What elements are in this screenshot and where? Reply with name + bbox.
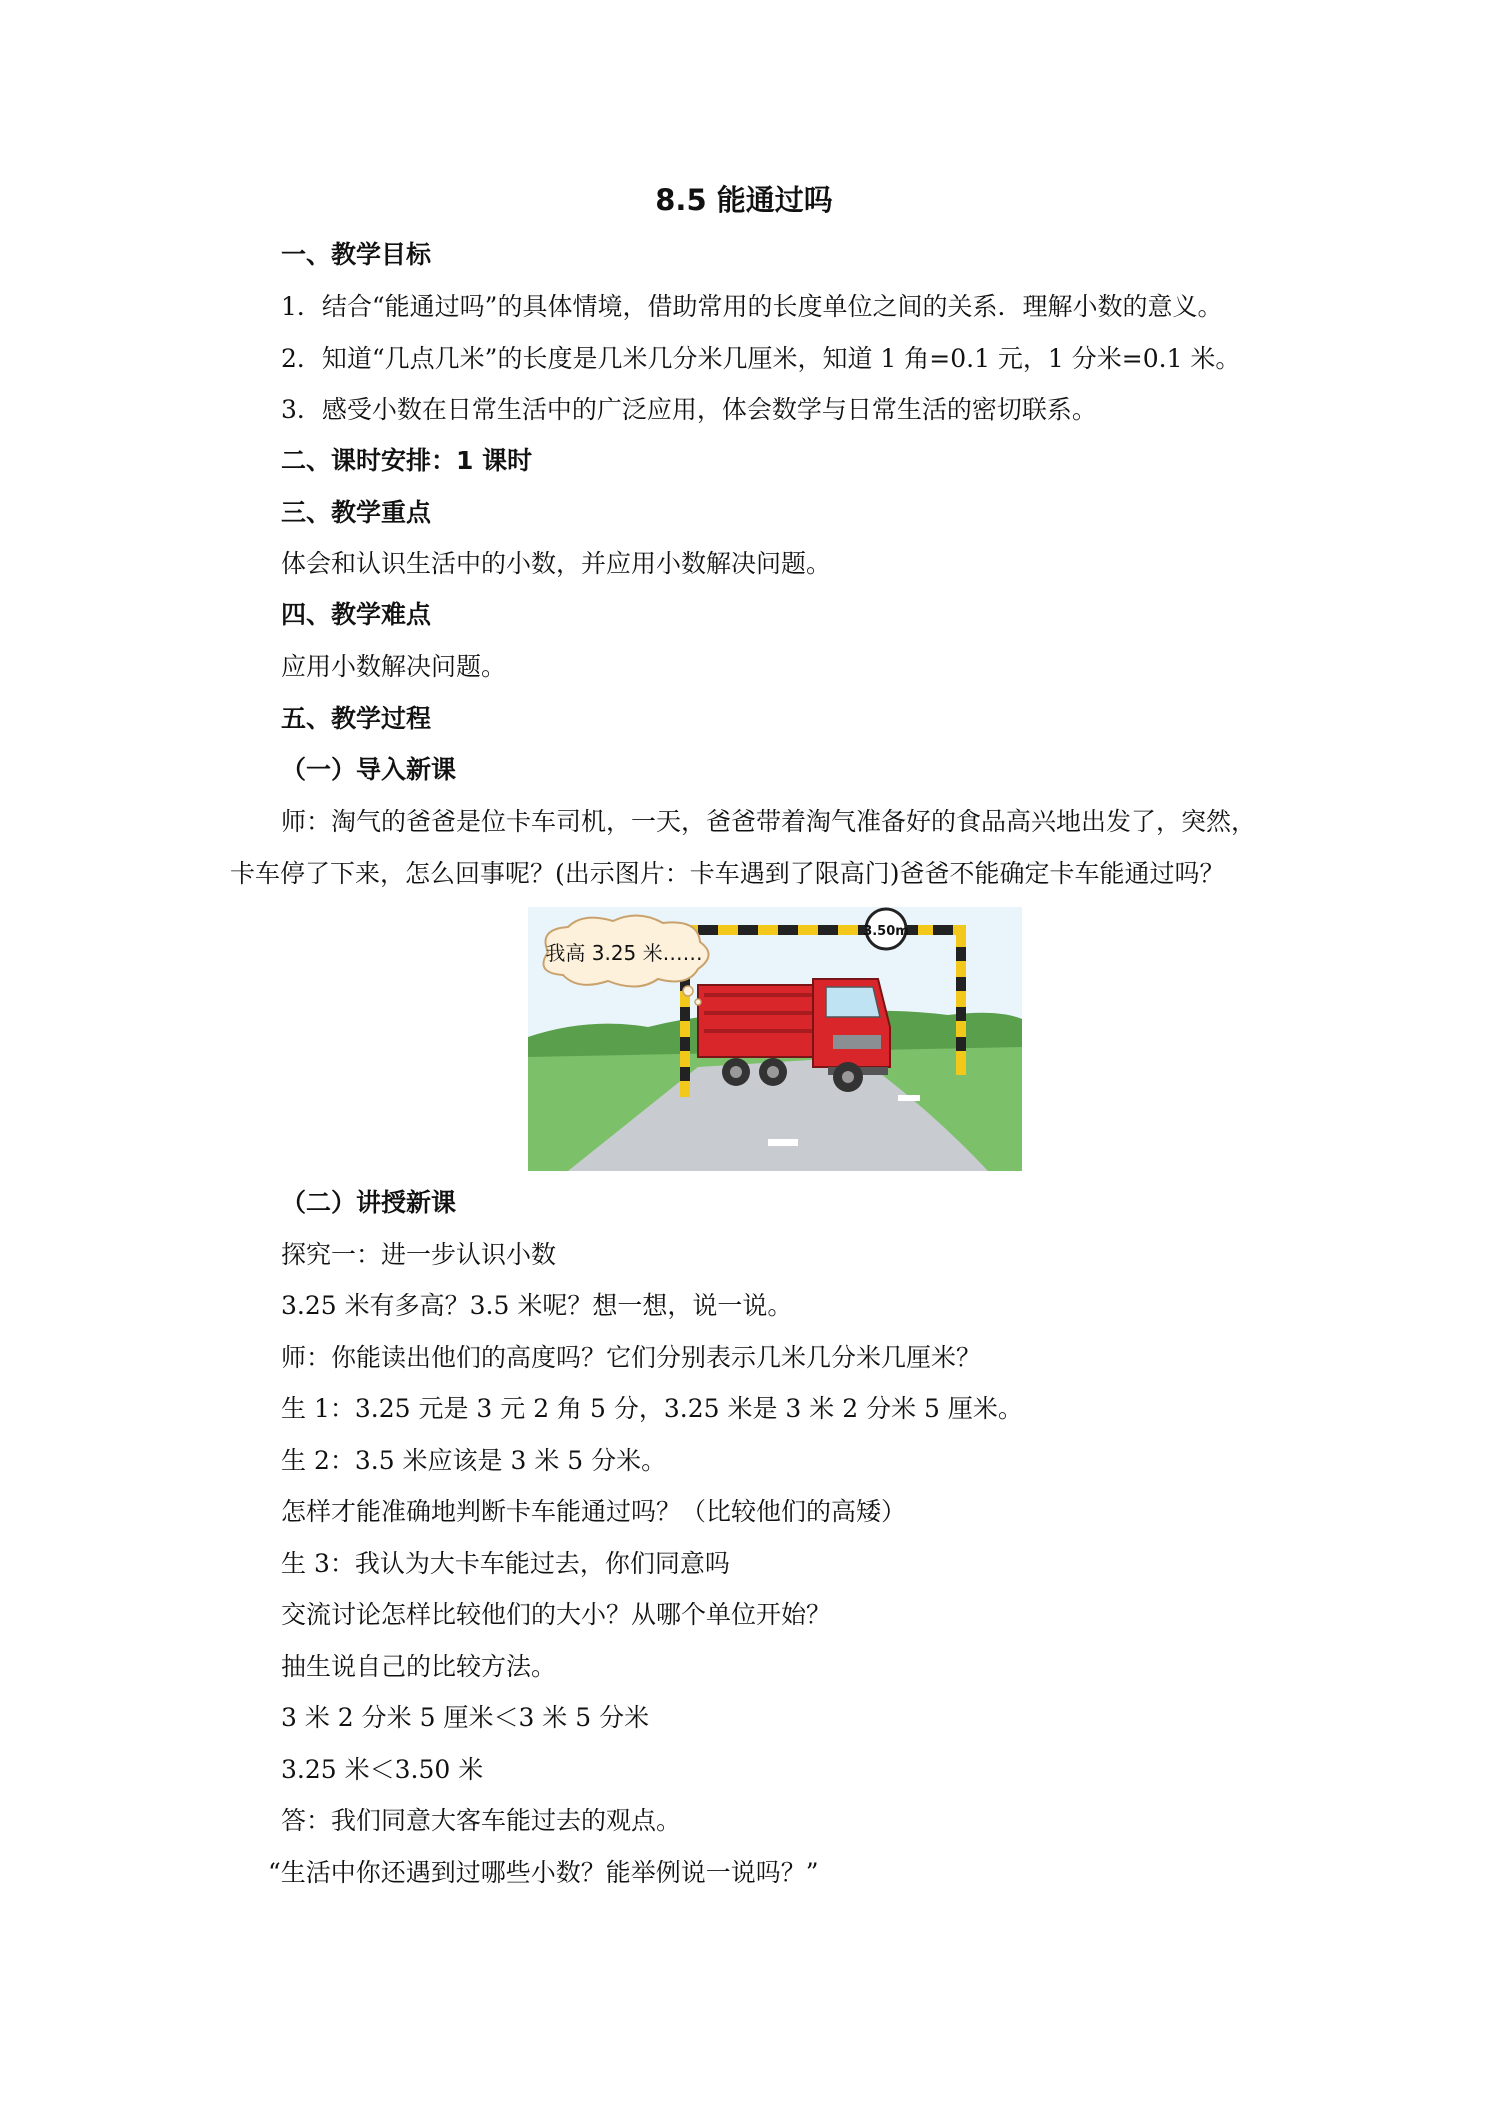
- heading-process: 五、教学过程: [281, 704, 432, 733]
- heading-difficulty: 四、教学难点: [281, 600, 432, 629]
- page-title: 8.5 能通过吗: [655, 183, 833, 217]
- speech-text: 我高 3.25 米……: [545, 941, 703, 965]
- difficulty-text: 应用小数解决问题。: [281, 652, 507, 681]
- lesson-line: 师：你能读出他们的高度吗？它们分别表示几米几分米几厘米？: [281, 1343, 982, 1372]
- key-points-text: 体会和认识生活中的小数，并应用小数解决问题。: [281, 549, 832, 578]
- heading-schedule: 二、课时安排：1 课时: [281, 446, 533, 475]
- lesson-line: 3.25 米＜3.50 米: [281, 1755, 484, 1784]
- road-marking: [768, 1139, 798, 1146]
- intro-paragraph-line-2: 卡车停了下来，怎么回事呢？(出示图片：卡车遇到了限高门)爸爸不能确定卡车能通过吗？: [230, 859, 1225, 888]
- lesson-line: 抽生说自己的比较方法。: [281, 1652, 557, 1681]
- road-marking: [898, 1095, 920, 1101]
- intro-paragraph-line-1: 师：淘气的爸爸是位卡车司机，一天，爸爸带着淘气准备好的食品高兴地出发了，突然，: [281, 807, 1257, 836]
- lesson-line: 怎样才能准确地判断卡车能通过吗？（比较他们的高矮）: [281, 1497, 907, 1526]
- lesson-line: 生 2：3.5 米应该是 3 米 5 分米。: [281, 1446, 667, 1475]
- heading-key-points: 三、教学重点: [281, 498, 432, 527]
- heading-lesson: （二）讲授新课: [281, 1188, 457, 1217]
- goal-item-2: 2．知道“几点几米”的长度是几米几分米几厘米，知道 1 角=0.1 元，1 分米=0.1 米。: [281, 344, 1241, 373]
- lesson-line: 答：我们同意大客车能过去的观点。: [281, 1806, 682, 1835]
- height-limit-sign: [863, 909, 909, 949]
- sign-label: 3.50m: [863, 924, 909, 939]
- goal-item-3: 3．感受小数在日常生活中的广泛应用，体会数学与日常生活的密切联系。: [281, 395, 1097, 424]
- truck-height-barrier-illustration: [528, 907, 1022, 1171]
- heading-intro: （一）导入新课: [281, 755, 457, 784]
- lesson-line: 交流讨论怎样比较他们的大小？从哪个单位开始？: [281, 1600, 832, 1629]
- lesson-line: “生活中你还遇到过哪些小数？能举例说一说吗？”: [268, 1858, 819, 1887]
- lesson-line: 生 1：3.25 元是 3 元 2 角 5 分，3.25 米是 3 米 2 分米 5 厘米。: [281, 1394, 1023, 1423]
- lesson-line: 3.25 米有多高？3.5 米呢？想一想，说一说。: [281, 1291, 793, 1320]
- lesson-line: 3 米 2 分米 5 厘米＜3 米 5 分米: [281, 1703, 650, 1732]
- heading-goals: 一、教学目标: [281, 240, 432, 269]
- goal-item-1: 1．结合“能通过吗”的具体情境，借助常用的长度单位之间的关系．理解小数的意义。: [281, 292, 1223, 321]
- lesson-line: 探究一：进一步认识小数: [281, 1240, 557, 1269]
- lesson-line: 生 3：我认为大卡车能过去，你们同意吗: [281, 1549, 730, 1578]
